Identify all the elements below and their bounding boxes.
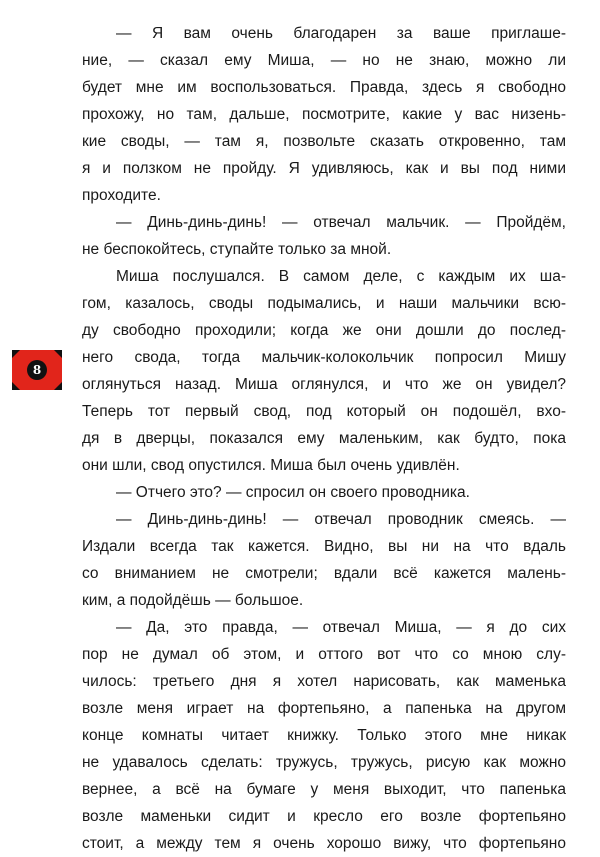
text-line: я и ползком не пройду. Я удивляюсь, как и вы под ними	[82, 160, 566, 177]
text-line: — Да, это правда, — отвечал Миша, — я до сих	[116, 619, 566, 636]
text-line: ким, а подойдёшь — большое.	[82, 592, 304, 609]
badge-corner-decoration	[12, 350, 20, 358]
page-number-badge	[12, 350, 62, 390]
text-line: ние, — сказал ему Миша, — но не знаю, можно ли	[82, 52, 566, 69]
text-line: прохожу, но там, дальше, посмотрите, какие у вас низень-	[82, 106, 566, 123]
text-line: вернее, а всё на бумаге у меня выходит, что папенька	[82, 781, 566, 798]
text-line: возле меня играет на фортепьяно, а папенька на другом	[82, 700, 566, 717]
text-line: не удавалось сделать: тружусь, тружусь, рисую как можно	[82, 754, 566, 771]
text-line: дя в дверцы, показался ему маленьким, как будто, пока	[82, 430, 566, 447]
text-line: возле маменьки сидит и кресло его возле фортепьяно	[82, 808, 566, 825]
text-line: — Отчего это? — спросил он своего проводника.	[116, 484, 470, 501]
text-line: — Динь-динь-динь! — отвечал мальчик. — Пройдём,	[116, 214, 566, 231]
text-line: со вниманием не смотрели; вдали всё кажется малень-	[82, 565, 566, 582]
text-line: пор не думал об этом, и оттого вот что со мною слу-	[82, 646, 566, 663]
badge-corner-decoration	[54, 350, 62, 358]
text-line: Миша послушался. В самом деле, с каждым их ша-	[116, 268, 566, 285]
text-line: оглянуться назад. Миша оглянулся, и что же он увидел?	[82, 376, 566, 393]
text-line: проходите.	[82, 187, 161, 204]
text-line: чилось: третьего дня я хотел нарисовать, как маменька	[82, 673, 566, 690]
text-line: — Динь-динь-динь! — отвечал проводник смеясь. —	[116, 511, 566, 528]
text-line: ду свободно проходили; когда же они дошли до послед-	[82, 322, 566, 339]
text-line: они шли, свод опустился. Миша был очень удивлён.	[82, 457, 460, 474]
text-line: конце комнаты читает книжку. Только этого мне никак	[82, 727, 566, 744]
text-line: Теперь тот первый свод, под который он подошёл, вхо-	[82, 403, 566, 420]
text-line: будет мне им воспользоваться. Правда, здесь я свободно	[82, 79, 566, 96]
text-line: стоит, а между тем я очень хорошо вижу, что фортепьяно	[82, 835, 566, 852]
text-line: него свода, тогда мальчик-колокольчик попросил Мишу	[82, 349, 566, 366]
text-line: не беспокойтесь, ступайте только за мной.	[82, 241, 392, 258]
page-number: 8	[27, 360, 47, 380]
badge-corner-decoration	[54, 382, 62, 390]
story-text	[82, 20, 566, 857]
text-line: Издали всегда так кажется. Видно, вы ни на что вдаль	[82, 538, 566, 555]
badge-corner-decoration	[12, 382, 20, 390]
text-line: гом, казалось, своды подымались, и наши мальчики всю-	[82, 295, 566, 312]
text-line: — Я вам очень благодарен за ваше приглаше-	[116, 25, 566, 42]
text-line: кие своды, — там я, позвольте сказать откровенно, там	[82, 133, 566, 150]
